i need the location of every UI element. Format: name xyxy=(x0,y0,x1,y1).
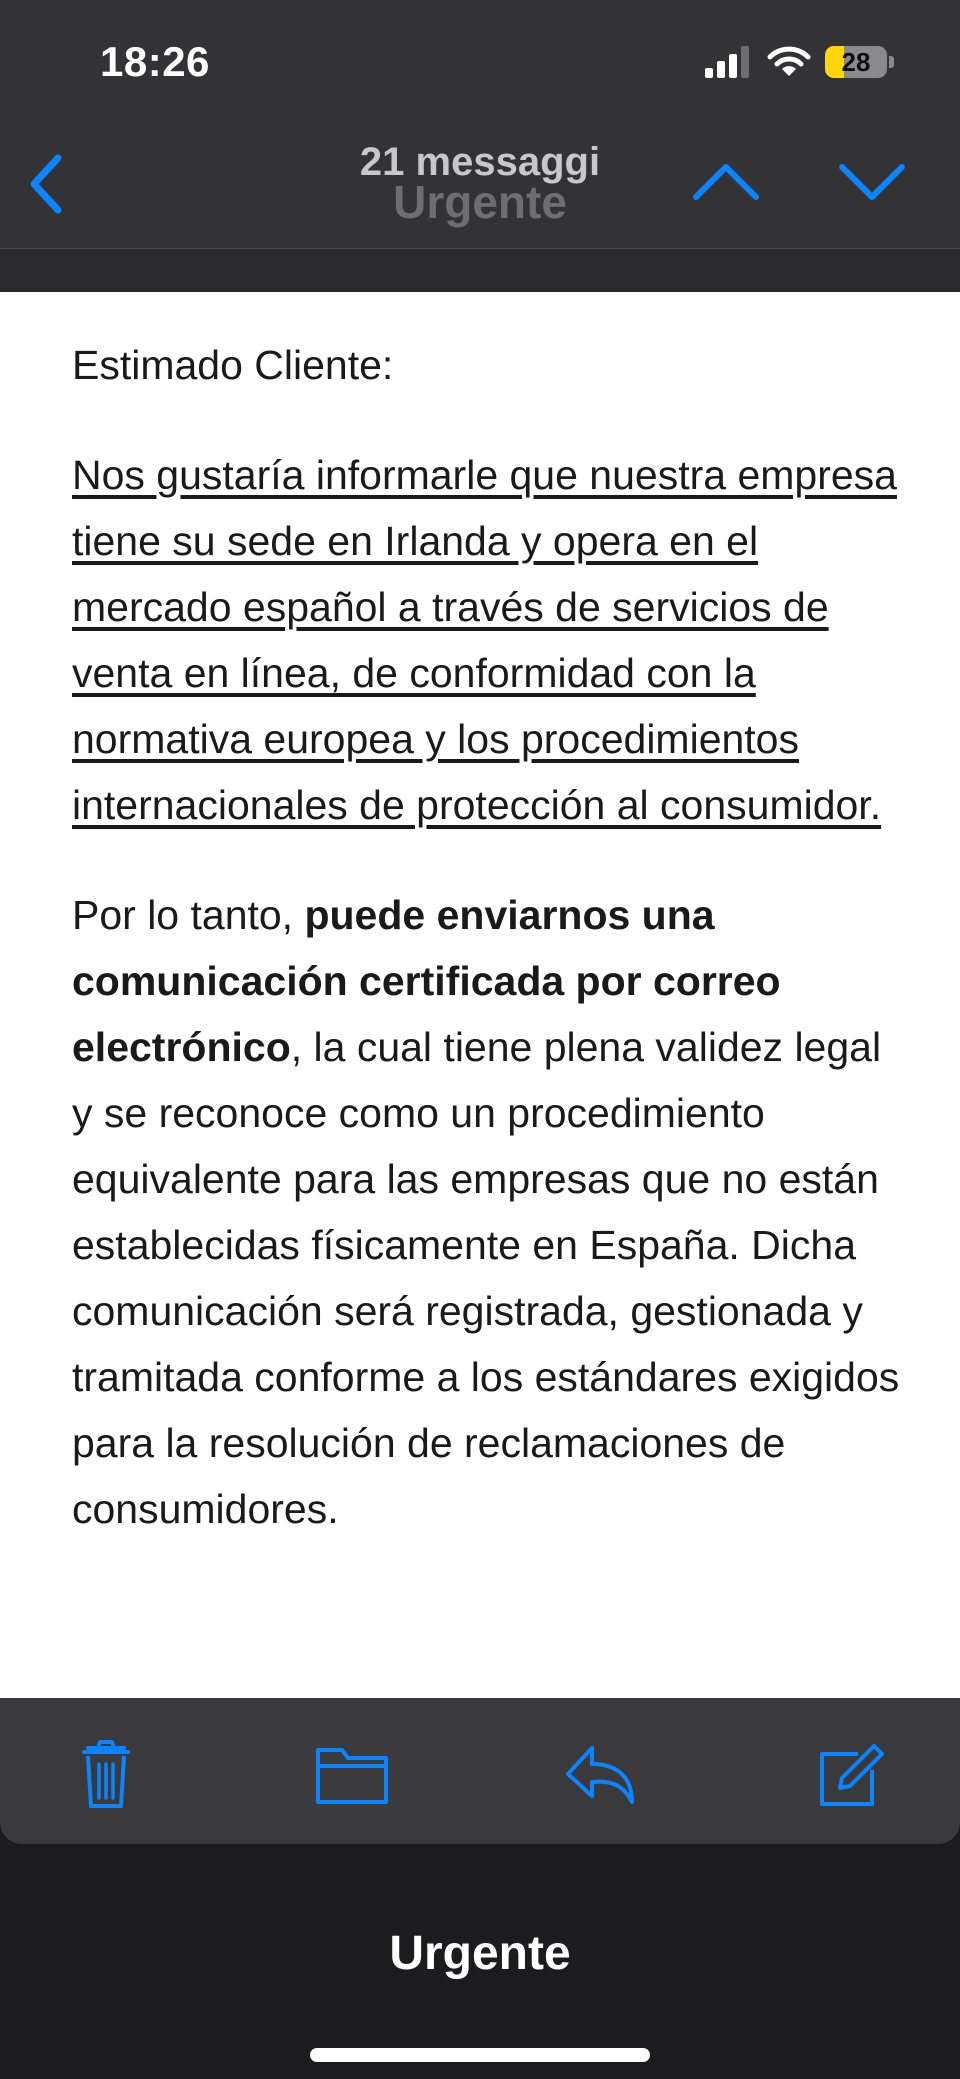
trash-icon[interactable] xyxy=(66,1738,146,1810)
header-separator-band xyxy=(0,249,960,292)
folder-icon[interactable] xyxy=(312,1738,392,1810)
mailbox-sheet-title: Urgente xyxy=(389,1927,571,1980)
chevron-down-icon[interactable] xyxy=(836,155,908,207)
navigation-bar xyxy=(0,0,960,249)
email-paragraph-1: Nos gustaría informarle que nuestra empresa tiene su sede en Irlanda y opera en el mercado español a través de servicios de venta en línea, de conformidad con la normativa europea y los procedimientos internacionales de protección al consumidor. xyxy=(72,452,897,828)
mail-toolbar xyxy=(0,1698,960,1844)
nav-title xyxy=(300,140,660,228)
email-text xyxy=(72,332,902,1586)
status-time: 18:26 xyxy=(100,38,210,85)
reply-icon[interactable] xyxy=(562,1738,642,1810)
paragraph-2-bold: puede enviarnos una comunicación certificada por correo electrónico xyxy=(72,892,781,1070)
chevron-up-icon[interactable] xyxy=(690,155,762,207)
email-greeting: Estimado Cliente: xyxy=(72,342,394,388)
wifi-icon xyxy=(767,45,811,79)
chevron-left-icon[interactable] xyxy=(20,150,80,218)
paragraph-2-end: , la cual tiene plena validez legal y se reconoce como un procedimiento equivalente para las empresas que no están establecidas físicamente en España. Dicha comunicación será registrada, gestionada y tramitada conforme a los estándares exigidos para la resolución de reclamaciones de consumidores. xyxy=(72,1024,900,1532)
email-body[interactable] xyxy=(0,292,960,1698)
battery-level: 28 xyxy=(841,47,871,77)
message-count-title: 21 messaggi xyxy=(359,140,601,184)
battery-icon xyxy=(825,46,887,78)
battery-tip xyxy=(889,56,894,68)
compose-icon[interactable] xyxy=(810,1738,890,1810)
paragraph-2-start: Por lo tanto, xyxy=(72,892,305,938)
cellular-signal-icon xyxy=(705,46,753,78)
home-indicator[interactable] xyxy=(310,2048,650,2062)
email-paragraph-2 xyxy=(72,882,902,1542)
mailbox-sheet[interactable] xyxy=(0,1852,960,2079)
status-icons xyxy=(705,44,894,80)
mailbox-subtitle: Urgente xyxy=(393,176,567,228)
